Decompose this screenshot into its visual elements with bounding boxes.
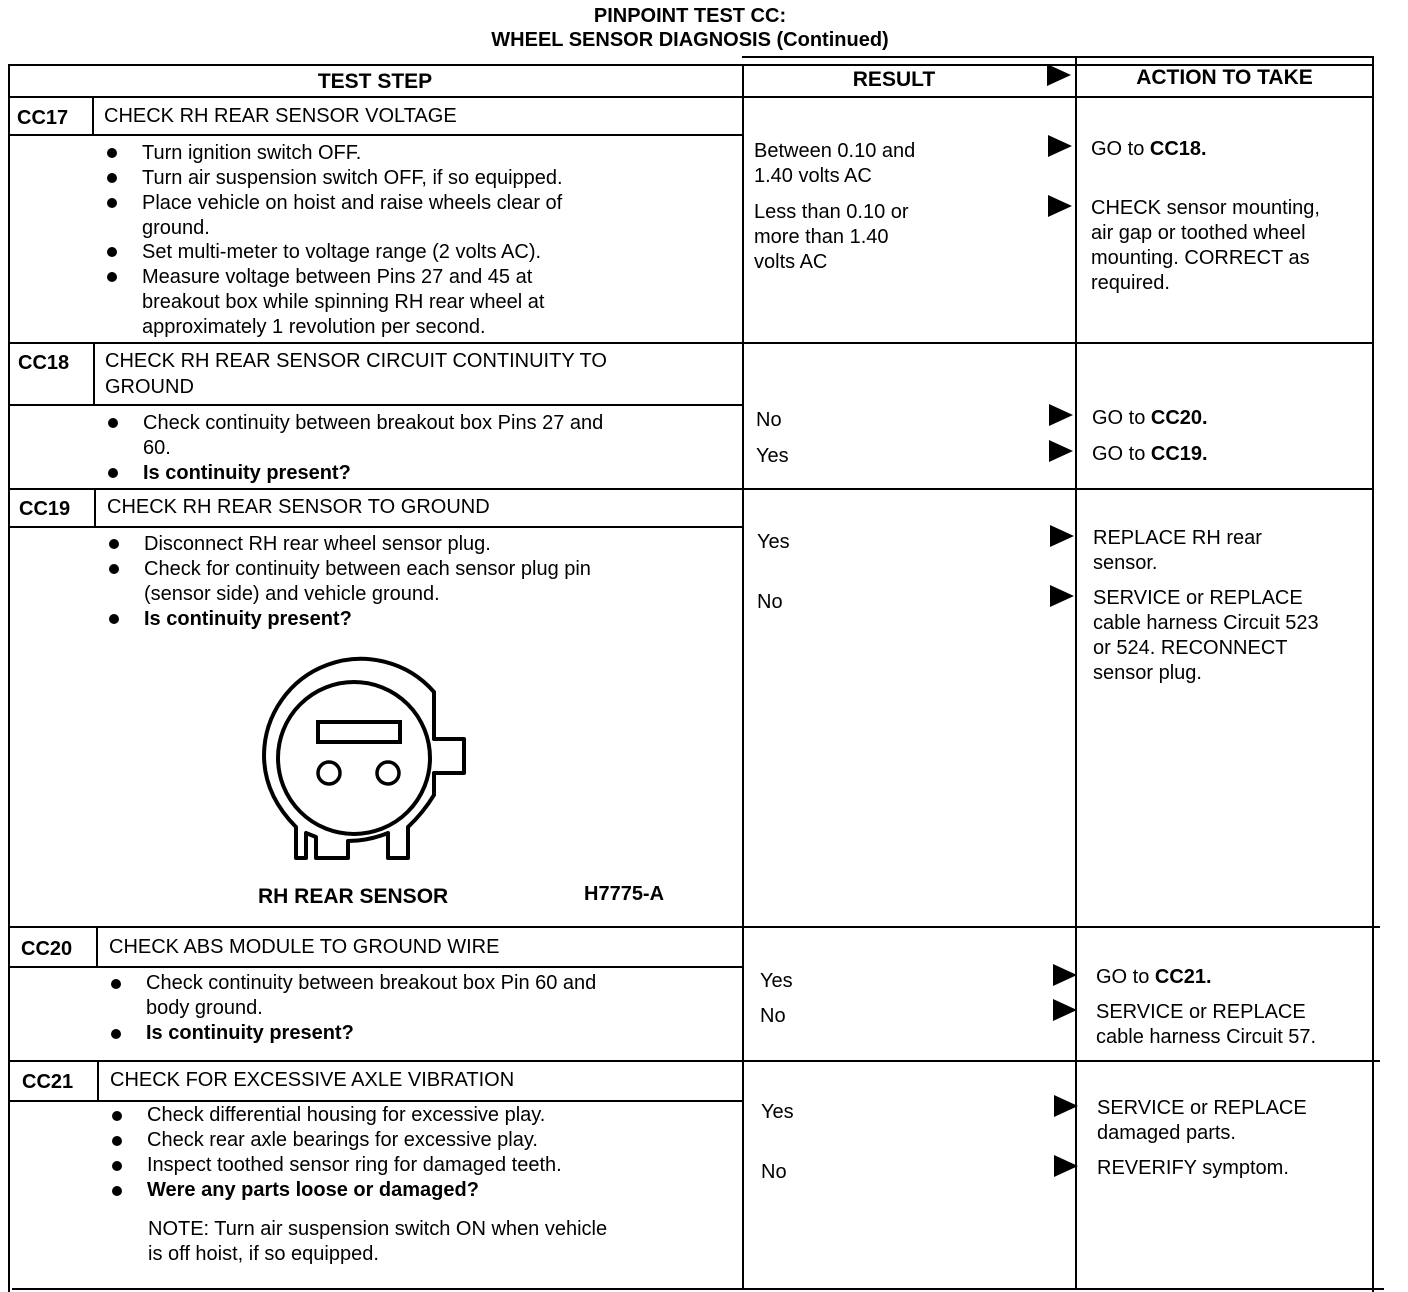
action-text: damaged parts. — [1097, 1122, 1236, 1144]
arrow-right-icon — [1053, 999, 1077, 1021]
result-text: No — [757, 591, 783, 613]
instruction-text: Check for continuity between each sensor plug pin — [144, 558, 591, 580]
result-text: 1.40 volts AC — [754, 165, 872, 187]
action-text: SERVICE or REPLACE — [1093, 587, 1303, 609]
header-action: ACTION TO TAKE — [1136, 66, 1313, 89]
figure-code: H7775-A — [584, 883, 665, 905]
result-text: Yes — [757, 531, 790, 553]
action-text: required. — [1091, 272, 1170, 294]
instruction-text: Measure voltage between Pins 27 and 45 at — [142, 266, 533, 288]
step-heading: CHECK RH REAR SENSOR CIRCUIT CONTINUITY TO — [105, 350, 607, 372]
arrow-right-icon — [1053, 964, 1077, 986]
bullet-icon — [112, 1111, 122, 1121]
step-heading: GROUND — [105, 376, 194, 398]
result-text: No — [756, 409, 782, 431]
result-text: No — [761, 1161, 787, 1183]
instruction-text: Set multi-meter to voltage range (2 volts AC). — [142, 241, 542, 263]
note-text: is off hoist, if so equipped. — [148, 1243, 379, 1265]
action-text: or 524. RECONNECT — [1093, 637, 1288, 659]
step-heading: CHECK FOR EXCESSIVE AXLE VIBRATION — [110, 1069, 515, 1091]
instruction-text: ground. — [142, 217, 210, 239]
question-text: Were any parts loose or damaged? — [147, 1179, 479, 1201]
bullet-icon — [107, 173, 117, 183]
step-heading: CHECK RH REAR SENSOR VOLTAGE — [104, 105, 457, 127]
step-link: CC20. — [1150, 407, 1208, 429]
instruction-text: Check continuity between breakout box Pin 60 and — [146, 972, 597, 994]
action-text: sensor. — [1093, 552, 1158, 574]
bullet-icon — [107, 148, 117, 158]
arrow-right-icon — [1048, 135, 1072, 157]
instruction-text: Disconnect RH rear wheel sensor plug. — [144, 533, 491, 555]
bullet-icon — [111, 979, 121, 989]
instruction-text: Turn air suspension switch OFF, if so equipped. — [142, 167, 563, 189]
action-text: REPLACE RH rear — [1093, 527, 1262, 549]
result-text: No — [760, 1005, 786, 1027]
result-text: Yes — [760, 970, 793, 992]
instruction-text: approximately 1 revolution per second. — [142, 316, 486, 338]
instruction-text: breakout box while spinning RH rear wheel at — [142, 291, 545, 313]
header-arrow-icon — [1047, 64, 1071, 86]
page-title-line-1: PINPOINT TEST CC: — [593, 5, 787, 27]
instruction-text: Inspect toothed sensor ring for damaged teeth. — [147, 1154, 562, 1176]
step-heading: CHECK RH REAR SENSOR TO GROUND — [107, 496, 490, 518]
arrow-right-icon — [1050, 525, 1074, 547]
bullet-icon — [107, 247, 117, 257]
result-text: Yes — [756, 445, 789, 467]
bullet-icon — [109, 539, 119, 549]
bullet-icon — [112, 1136, 122, 1146]
rh-rear-sensor-figure — [258, 655, 470, 870]
instruction-text: Check rear axle bearings for excessive play. — [147, 1129, 538, 1151]
question-text: Is continuity present? — [144, 608, 352, 630]
bullet-icon — [112, 1161, 122, 1171]
instruction-text: (sensor side) and vehicle ground. — [144, 583, 440, 605]
header-result: RESULT — [852, 68, 936, 91]
bullet-icon — [107, 272, 117, 282]
action-text: cable harness Circuit 523 — [1093, 612, 1319, 634]
page-title-line-2: WHEEL SENSOR DIAGNOSIS (Continued) — [491, 29, 889, 51]
figure-label: RH REAR SENSOR — [258, 885, 449, 908]
instruction-text: body ground. — [146, 997, 263, 1019]
action-text: REVERIFY symptom. — [1097, 1157, 1289, 1179]
header-test-step: TEST STEP — [317, 70, 433, 93]
step-id: CC17 — [17, 107, 69, 129]
action-text: CHECK sensor mounting, — [1091, 197, 1320, 219]
result-text: Yes — [761, 1101, 794, 1123]
step-id: CC20 — [21, 938, 73, 960]
instruction-text: Turn ignition switch OFF. — [142, 142, 362, 164]
result-text: Less than 0.10 or — [754, 201, 909, 223]
step-id: CC18 — [18, 352, 70, 374]
arrow-right-icon — [1050, 585, 1074, 607]
step-link: CC19. — [1150, 443, 1208, 465]
instruction-text: Place vehicle on hoist and raise wheels clear of — [142, 192, 563, 214]
action-text: GO to CC21. — [1096, 966, 1212, 988]
result-text: Between 0.10 and — [754, 140, 916, 162]
bullet-icon — [107, 198, 117, 208]
arrow-right-icon — [1049, 404, 1073, 426]
note-text: NOTE: Turn air suspension switch ON when vehicle — [148, 1218, 608, 1240]
action-text: GO to CC19. — [1092, 443, 1208, 465]
step-heading: CHECK ABS MODULE TO GROUND WIRE — [109, 936, 500, 958]
result-text: more than 1.40 — [754, 226, 889, 248]
action-text: air gap or toothed wheel — [1091, 222, 1306, 244]
action-text: GO to CC20. — [1092, 407, 1208, 429]
action-text: SERVICE or REPLACE — [1097, 1097, 1307, 1119]
action-text: GO to CC18. — [1091, 138, 1207, 160]
bullet-icon — [111, 1029, 121, 1039]
arrow-right-icon — [1049, 440, 1073, 462]
question-text: Is continuity present? — [143, 462, 351, 484]
instruction-text: 60. — [143, 437, 171, 459]
step-link: CC21. — [1154, 966, 1212, 988]
step-id: CC19 — [19, 498, 71, 520]
bullet-icon — [108, 468, 118, 478]
action-text: mounting. CORRECT as — [1091, 247, 1310, 269]
bullet-icon — [108, 418, 118, 428]
bullet-icon — [112, 1186, 122, 1196]
bullet-icon — [109, 614, 119, 624]
result-text: volts AC — [754, 251, 828, 273]
instruction-text: Check continuity between breakout box Pins 27 and — [143, 412, 604, 434]
arrow-right-icon — [1048, 195, 1072, 217]
arrow-right-icon — [1054, 1095, 1078, 1117]
question-text: Is continuity present? — [146, 1022, 354, 1044]
instruction-text: Check differential housing for excessive play. — [147, 1104, 546, 1126]
action-text: SERVICE or REPLACE — [1096, 1001, 1306, 1023]
bullet-icon — [109, 564, 119, 574]
action-text: cable harness Circuit 57. — [1096, 1026, 1317, 1048]
action-text: sensor plug. — [1093, 662, 1202, 684]
step-id: CC21 — [22, 1071, 74, 1093]
step-link: CC18. — [1149, 138, 1207, 160]
arrow-right-icon — [1054, 1155, 1078, 1177]
